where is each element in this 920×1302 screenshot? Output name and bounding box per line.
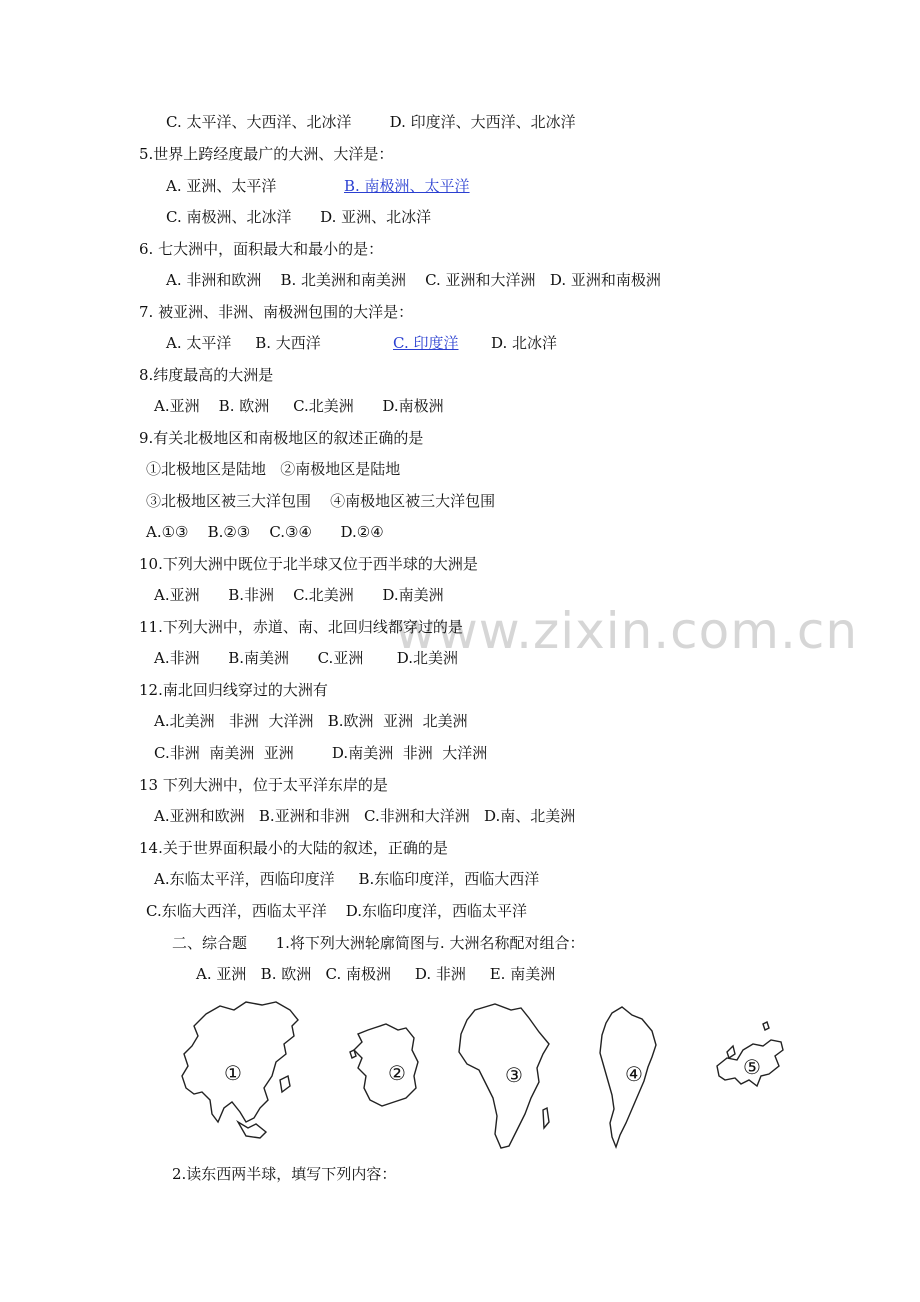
map-asia <box>176 996 301 1141</box>
map-south-america <box>598 1005 660 1155</box>
q9-options: A.①③ B.②③ C.③④ D.②④ <box>146 523 384 541</box>
q5-options-cd: C. 南极洲、北冰洋 D. 亚洲、北冰洋 <box>166 208 432 226</box>
question-8: 8.纬度最高的大洲是 <box>139 366 274 384</box>
q8-options: A.亚洲 B. 欧洲 C.北美洲 D.南极洲 <box>154 397 444 415</box>
q4-options-cd: C. 太平洋、大西洋、北冰洋 D. 印度洋、大西洋、北冰洋 <box>166 113 576 131</box>
watermark: www.zixin.com.cn <box>395 602 859 660</box>
q5-option-b-link[interactable]: B. 南极洲、太平洋 <box>344 177 470 195</box>
q9-statements-1: ①北极地区是陆地 ②南极地区是陆地 <box>146 460 401 478</box>
question-10: 10.下列大洲中既位于北半球又位于西半球的大洲是 <box>139 555 478 573</box>
question-5: 5.世界上跨经度最广的大洲、大洋是： <box>139 145 394 163</box>
q14-options-cd: C.东临大西洋，西临太平洋 D.东临印度洋，西临太平洋 <box>146 902 528 920</box>
q10-options: A.亚洲 B.非洲 C.北美洲 D.南美洲 <box>154 586 444 604</box>
map-label-1: ① <box>224 1061 242 1085</box>
section-2-question-2: 2.读东西两半球，填写下列内容： <box>172 1165 397 1183</box>
q6-options: A. 非洲和欧洲 B. 北美洲和南美洲 C. 亚洲和大洋洲 D. 亚洲和南极洲 <box>166 271 661 289</box>
q5-option-a: A. 亚洲、太平洋 <box>166 177 277 195</box>
q12-options-ab: A.北美洲 非洲 大洋洲 B.欧洲 亚洲 北美洲 <box>154 712 468 730</box>
q7-option-c-link[interactable]: C. 印度洋 <box>393 334 459 352</box>
q7-options-ab: A. 太平洋 B. 大西洋 <box>166 334 321 352</box>
section-2-heading: 二、综合题 1.将下列大洲轮廓简图与. 大洲名称配对组合： <box>172 934 585 952</box>
question-12: 12.南北回归线穿过的大洲有 <box>139 681 328 699</box>
map-label-5: ⑤ <box>743 1055 761 1079</box>
q7-option-d: D. 北冰洋 <box>491 334 558 352</box>
map-europe <box>707 1022 787 1100</box>
question-9: 9.有关北极地区和南极地区的叙述正确的是 <box>139 429 424 447</box>
question-14: 14.关于世界面积最小的大陆的叙述，正确的是 <box>139 839 448 857</box>
map-label-2: ② <box>388 1061 406 1085</box>
q12-options-cd: C.非洲 南美洲 亚洲 D.南美洲 非洲 大洋洲 <box>154 744 488 762</box>
q11-options: A.非洲 B.南美洲 C.亚洲 D.北美洲 <box>154 649 458 667</box>
section-2-options: A. 亚洲 B. 欧洲 C. 南极洲 D. 非洲 E. 南美洲 <box>196 965 556 983</box>
map-africa <box>455 1002 555 1152</box>
map-antarctica <box>348 1022 420 1108</box>
question-13: 13 下列大洲中，位于太平洋东岸的是 <box>139 776 388 794</box>
question-6: 6. 七大洲中，面积最大和最小的是： <box>139 240 384 258</box>
q9-statements-2: ③北极地区被三大洋包围 ④南极地区被三大洋包围 <box>146 492 496 510</box>
map-label-3: ③ <box>505 1063 523 1087</box>
question-7: 7. 被亚洲、非洲、南极洲包围的大洋是： <box>139 303 414 321</box>
q13-options: A.亚洲和欧洲 B.亚洲和非洲 C.非洲和大洋洲 D.南、北美洲 <box>154 807 576 825</box>
q14-options-ab: A.东临太平洋，西临印度洋 B.东临印度洋，西临大西洋 <box>154 870 540 888</box>
question-11: 11.下列大洲中，赤道、南、北回归线都穿过的是 <box>139 618 463 636</box>
map-label-4: ④ <box>625 1062 643 1086</box>
